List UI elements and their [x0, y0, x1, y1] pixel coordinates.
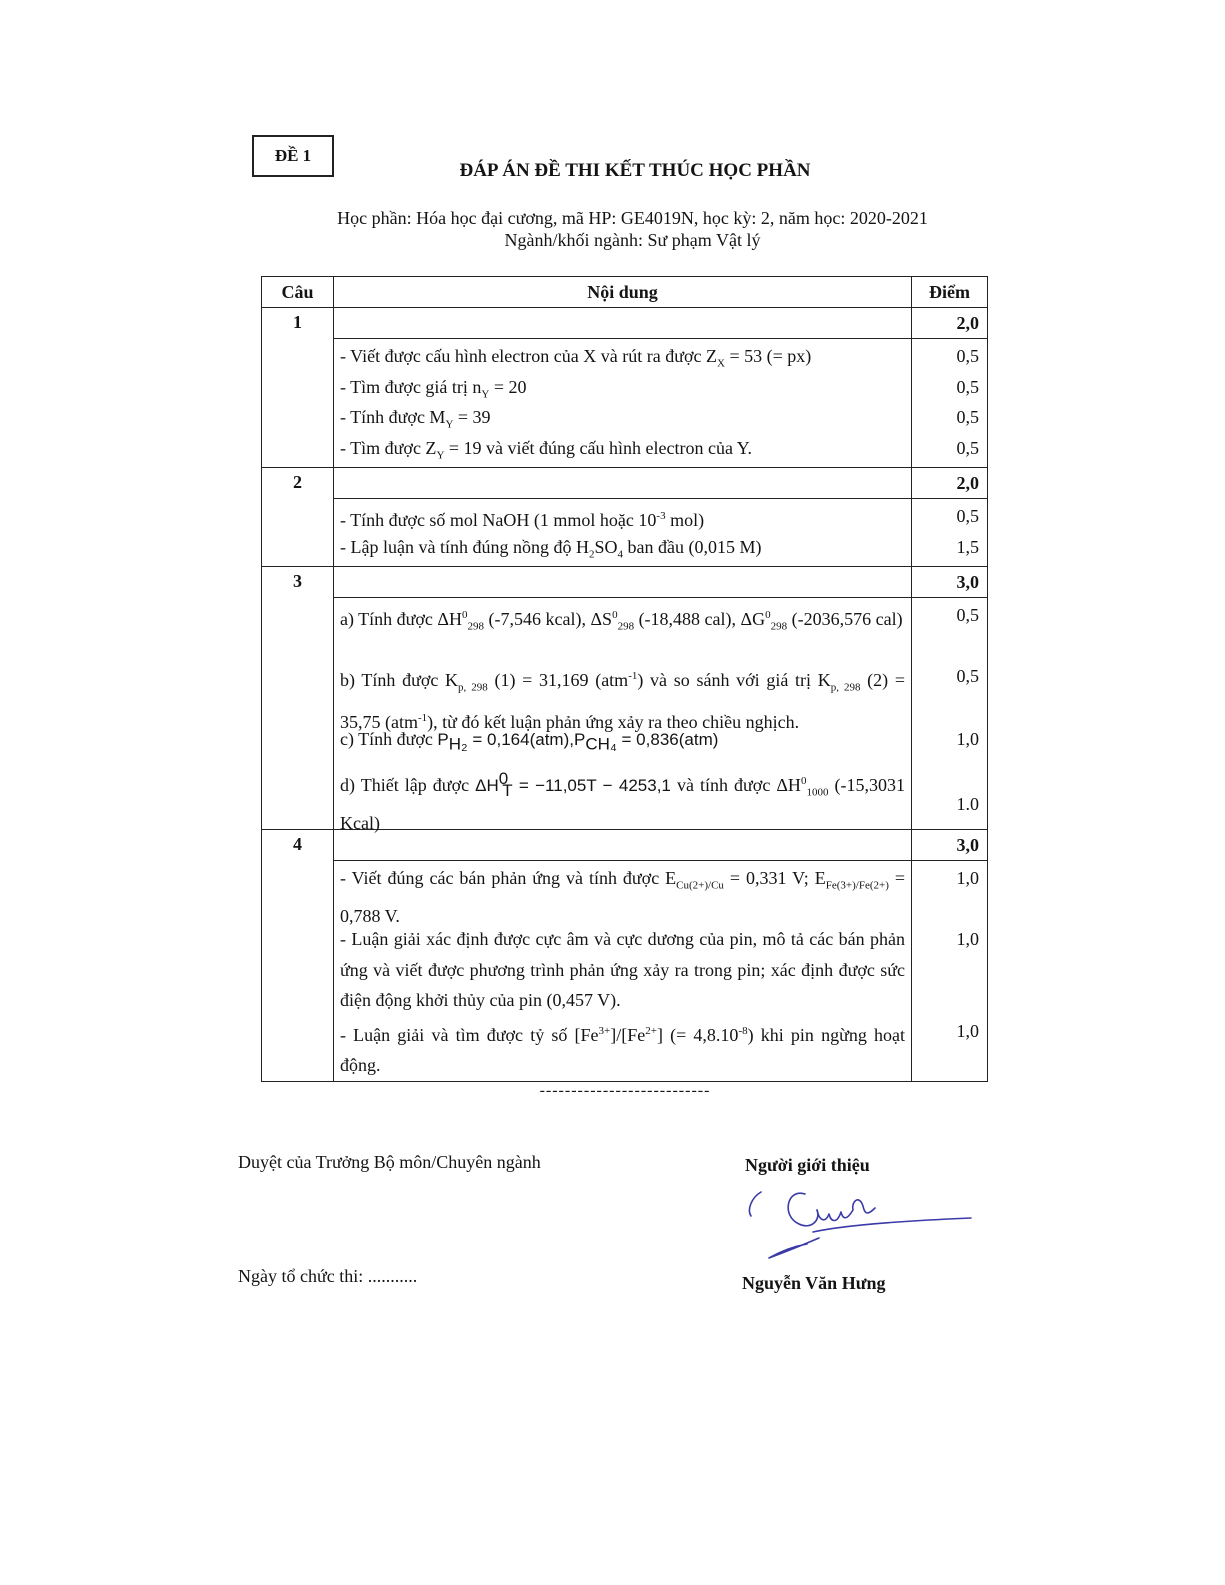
list-item: c) Tính được $P_{H_2} = 0,164(atm),P_{CH_4} = 0,836(atm)$ [340, 729, 719, 754]
item-score: 0,5 [956, 666, 979, 686]
question-items [334, 861, 912, 1082]
question-items [334, 598, 912, 834]
question-total-score: 3,0 [912, 567, 988, 598]
header-score: Điểm [912, 277, 988, 308]
signer-name: Nguyễn Văn Hưng [742, 1273, 886, 1293]
table-row [262, 339, 988, 468]
item-score: 1,0 [956, 929, 979, 949]
answer-table [261, 276, 988, 1082]
question-total-score: 3,0 [912, 830, 988, 861]
list-item: - Viết được cấu hình electron của X và rút ra được $Z_X = 53$ (= px) [340, 346, 812, 370]
table-row [262, 861, 988, 1082]
item-score: 0,5 [956, 346, 979, 366]
table-header-row [262, 277, 988, 308]
course-line: Học phần: Hóa học đại cương, mã HP: GE4019N, học kỳ: 2, năm học: 2020-2021 [337, 208, 928, 228]
item-score: 0,5 [956, 605, 979, 625]
table-row [262, 567, 988, 598]
list-item: b) Tính được $K_{p, 298}$ (1) = 31,169 (atm$^{-1}$) và so sánh với giá trị $K_{p, 298}$ (2) = 35,75 (atm$^{-1}$), từ đó kết luận phản ứng xảy ra theo chiều nghịch. [340, 670, 906, 733]
list-item: - Luận giải xác định được cực âm và cực dương của pin, mô tả các bán phản ứng và viết được phương trình phản ứng xảy ra trong pin; xác định được sức điện động khởi thủy của pin (0,457 V). [340, 929, 905, 1010]
list-item: - Tính được $M_Y = 39$ [340, 407, 491, 431]
table-row [262, 308, 988, 339]
question-number: 4 [262, 830, 334, 1082]
question-total-score: 2,0 [912, 308, 988, 339]
list-item: - Viết đúng các bán phản ứng và tính được $E_{Cu(2+)/Cu} = 0,331$ V; $E_{Fe(3+)/Fe(2+)} = 0,788$ V. [340, 868, 906, 927]
handwritten-signature [735, 1180, 985, 1270]
exam-code-box: ĐỀ 1 [252, 135, 334, 177]
item-score: 1,0 [956, 729, 979, 749]
list-item: - Lập luận và tính đúng nồng độ $H_2SO_4$ ban đầu (0,015 M) [340, 536, 762, 561]
list-item: a) Tính được $\Delta H^0_{298}$ (-7,546 kcal), $\Delta S^0_{298}$ (-18,488 cal), $\Delta G^0_{298}$ (-2036,576 cal) [340, 609, 903, 633]
table-row [262, 499, 988, 567]
table-row [262, 468, 988, 499]
item-score: 0,5 [956, 506, 979, 526]
approval-label: Duyệt của Trưởng Bộ môn/Chuyên ngành [238, 1152, 541, 1172]
question-header-blank [334, 567, 912, 598]
major-line: Ngành/khối ngành: Sư phạm Vật lý [504, 230, 761, 250]
item-score: 0,5 [956, 407, 979, 427]
exam-date-label: Ngày tổ chức thi: ........... [238, 1266, 418, 1286]
list-item: - Tìm được $Z_Y = 19$ và viết đúng cấu hình electron của Y. [340, 437, 752, 462]
item-score: 1,5 [956, 536, 979, 557]
list-item: d) Thiết lập được $\Delta H^0_T = -11,05T - 4253,1$ và tính được $\Delta H^0_{1000}$ (-15,3031 Kcal) [340, 769, 905, 834]
question-header-blank [334, 830, 912, 861]
question-number: 2 [262, 468, 334, 567]
item-scores [912, 499, 988, 567]
question-header-blank [334, 308, 912, 339]
question-total-score: 2,0 [912, 468, 988, 499]
list-item: - Tìm được giá trị $n_Y = 20$ [340, 376, 527, 401]
item-score: 0,5 [956, 376, 979, 397]
item-score: 1,0 [956, 1020, 979, 1041]
item-scores [912, 598, 988, 830]
question-number: 3 [262, 567, 334, 830]
item-score: 1.0 [956, 794, 979, 814]
item-scores [912, 861, 988, 1082]
item-score: 1,0 [956, 868, 979, 888]
document-title: ĐÁP ÁN ĐỀ THI KẾT THÚC HỌC PHẦN [459, 160, 811, 181]
header-question: Câu [262, 277, 334, 308]
question-items [334, 339, 912, 468]
table-row [262, 598, 988, 830]
list-item: - Luận giải và tìm được tỷ số $[Fe^{3+}]/[Fe^{2+}]$ (= $4,8.10^{-8}$) khi pin ngừng hoạt động. [340, 1024, 905, 1075]
header-content: Nội dung [334, 277, 912, 308]
question-number: 1 [262, 308, 334, 468]
question-header-blank [334, 468, 912, 499]
signer-title: Người giới thiệu [745, 1155, 870, 1175]
question-items [334, 499, 912, 567]
divider: --------------------------- [539, 1082, 711, 1099]
item-score: 0,5 [956, 437, 979, 458]
item-scores [912, 339, 988, 468]
list-item: - Tính được số mol NaOH (1 mmol hoặc $10^{-3}$ mol) [340, 510, 705, 530]
